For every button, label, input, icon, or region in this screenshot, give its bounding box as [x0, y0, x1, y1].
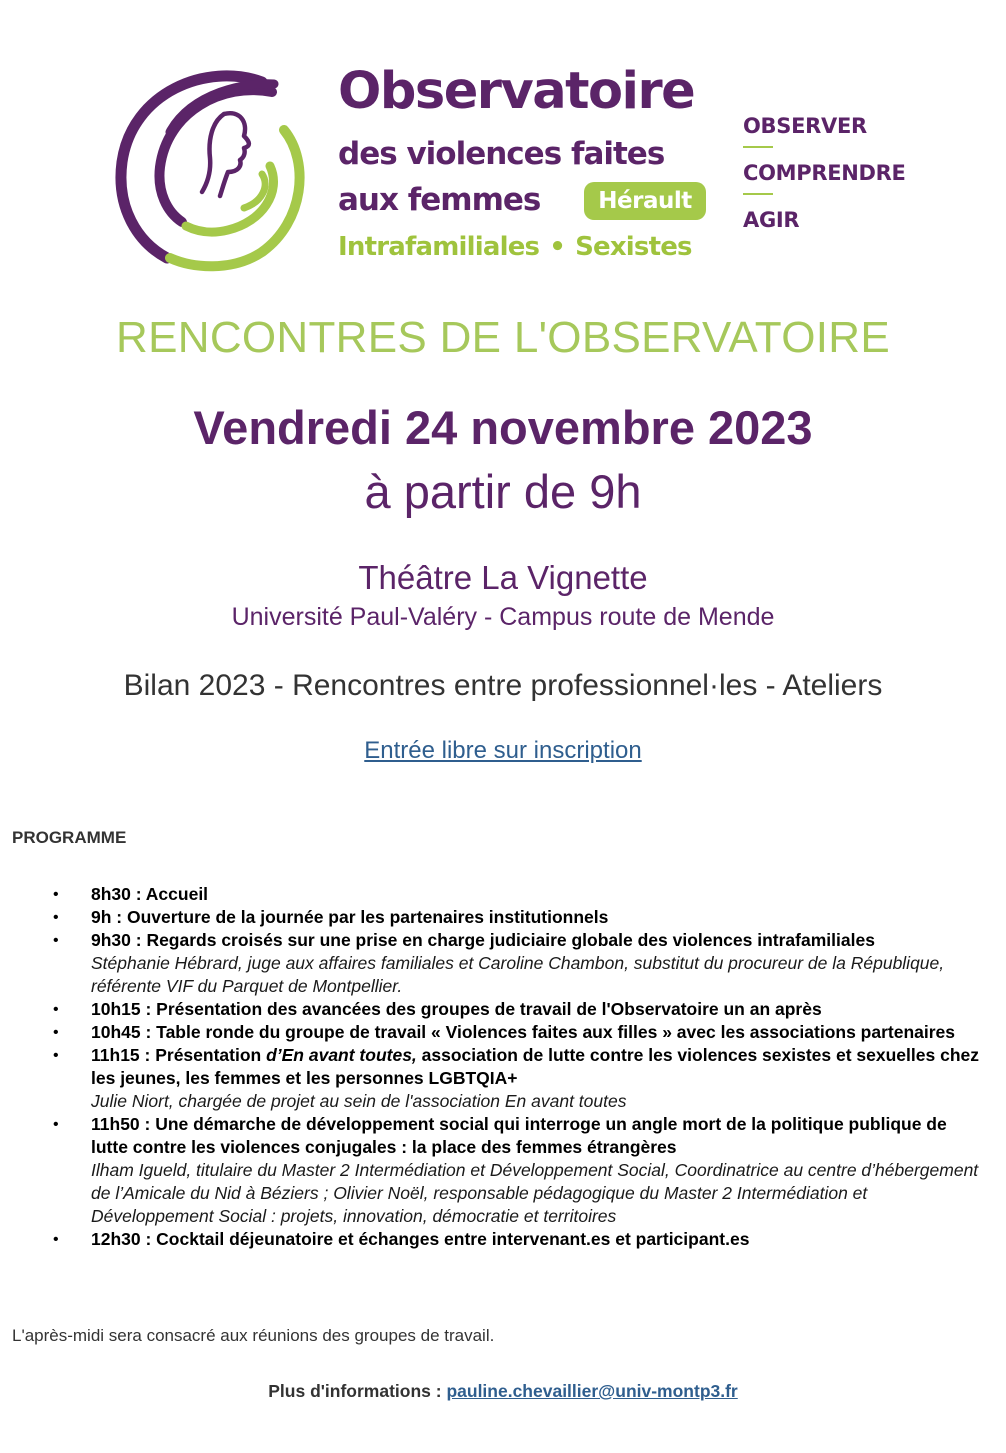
list-item	[0, 883, 1000, 906]
signup-line	[0, 735, 1006, 767]
motto-divider	[743, 193, 773, 195]
bullet-icon: •	[53, 886, 59, 903]
logo-tag-intrafamiliales: Intrafamiliales	[338, 232, 540, 262]
motto-divider	[743, 146, 773, 148]
programme-item-title: 11h50 : Une démarche de développement social qui interroge un angle mort de la politique publique de lutte contre les violences conjugales : la place des femmes étrangères	[91, 1114, 947, 1157]
logo-tag-sexistes: Sexistes	[575, 232, 692, 262]
programme-item-speakers: Julie Niort, chargée de projet au sein de l'association En avant toutes	[91, 1091, 627, 1111]
list-item	[0, 1044, 1000, 1113]
header	[0, 0, 1006, 290]
programme-item-title: 10h15 : Présentation des avancées des groupes de travail de l'Observatoire un an après	[91, 999, 822, 1019]
list-item	[0, 1021, 1000, 1044]
programme-item-title: 9h : Ouverture de la journée par les partenaires institutionnels	[91, 907, 609, 927]
contact-label: Plus d'informations :	[268, 1381, 447, 1401]
list-item	[0, 906, 1000, 929]
logo-line-4	[338, 228, 692, 266]
contact-email-link[interactable]: pauline.chevaillier@univ-montp3.fr	[446, 1381, 738, 1401]
event-subtitle: Bilan 2023 - Rencontres entre professionnel·les - Ateliers	[123, 669, 883, 702]
programme-item-title: 8h30 : Accueil	[91, 884, 209, 904]
motto	[743, 113, 906, 233]
programme-item-title	[91, 1044, 982, 1090]
woman-profile-hands-icon	[112, 62, 322, 272]
afternoon-note: L'après-midi sera consacré aux réunions des groupes de travail.	[12, 1326, 495, 1345]
event-venue: Théâtre La Vignette	[358, 559, 648, 596]
contact-line	[0, 1379, 1006, 1403]
event-series-title: RENCONTRES DE L'OBSERVATOIRE	[116, 313, 890, 362]
programme-item-title: 10h45 : Table ronde du groupe de travail « Violences faites aux filles » avec les associations partenaires	[91, 1022, 956, 1042]
event-venue-address: Université Paul-Valéry - Campus route de Mende	[231, 603, 775, 631]
logo-line-3: aux femmes	[338, 182, 541, 218]
programme-item-title-start: 11h15 : Présentation	[91, 1045, 267, 1065]
bullet-icon: •	[53, 1116, 59, 1133]
programme-item-speakers: Ilham Igueld, titulaire du Master 2 Intermédiation et Développement Social, Coordinatrice au centre d’hébergement de l’Amicale du Nid à Béziers ; Olivier Noël, responsable pédagogique du Master 2 Intermédiation et Développement Social : projets, innovation, démocratie et territoires	[91, 1160, 979, 1226]
bullet-icon: •	[53, 1231, 59, 1248]
bullet-icon: •	[53, 1024, 59, 1041]
programme-item-title-emphasis: d’En avant toutes,	[266, 1045, 417, 1065]
signup-link[interactable]: Entrée libre sur inscription	[364, 737, 642, 764]
logo-badge-herault: Hérault	[584, 182, 706, 220]
motto-comprendre: COMPRENDRE	[743, 161, 906, 185]
programme-item-title: 9h30 : Regards croisés sur une prise en charge judiciaire globale des violences intrafamiliales	[91, 930, 875, 950]
list-item	[0, 1228, 1000, 1251]
motto-observer: OBSERVER	[743, 114, 867, 138]
bullet-icon: •	[53, 909, 59, 926]
event-date: Vendredi 24 novembre 2023	[193, 401, 813, 454]
programme-heading: PROGRAMME	[12, 828, 127, 847]
event-time: à partir de 9h	[364, 465, 642, 518]
logo-tag-separator: •	[549, 232, 566, 262]
logo-title: Observatoire	[338, 62, 695, 121]
programme-item-title: 12h30 : Cocktail déjeunatoire et échanges entre intervenant.es et participant.es	[91, 1229, 750, 1249]
logo-line-2: des violences faites	[338, 136, 665, 172]
programme-list	[0, 883, 1000, 1251]
list-item	[0, 929, 1000, 998]
list-item	[0, 1113, 1000, 1228]
programme-item-title-end: association de lutte contre les violences sexistes et sexuelles chez les jeunes, les femmes et les personnes LGBTQIA+	[91, 1045, 980, 1088]
bullet-icon: •	[53, 932, 59, 949]
programme-item-speakers: Stéphanie Hébrard, juge aux affaires familiales et Caroline Chambon, substitut du procureur de la République, référente VIF du Parquet de Montpellier.	[91, 953, 945, 996]
list-item	[0, 998, 1000, 1021]
bullet-icon: •	[53, 1047, 59, 1064]
bullet-icon: •	[53, 1001, 59, 1018]
motto-agir: AGIR	[743, 208, 800, 232]
